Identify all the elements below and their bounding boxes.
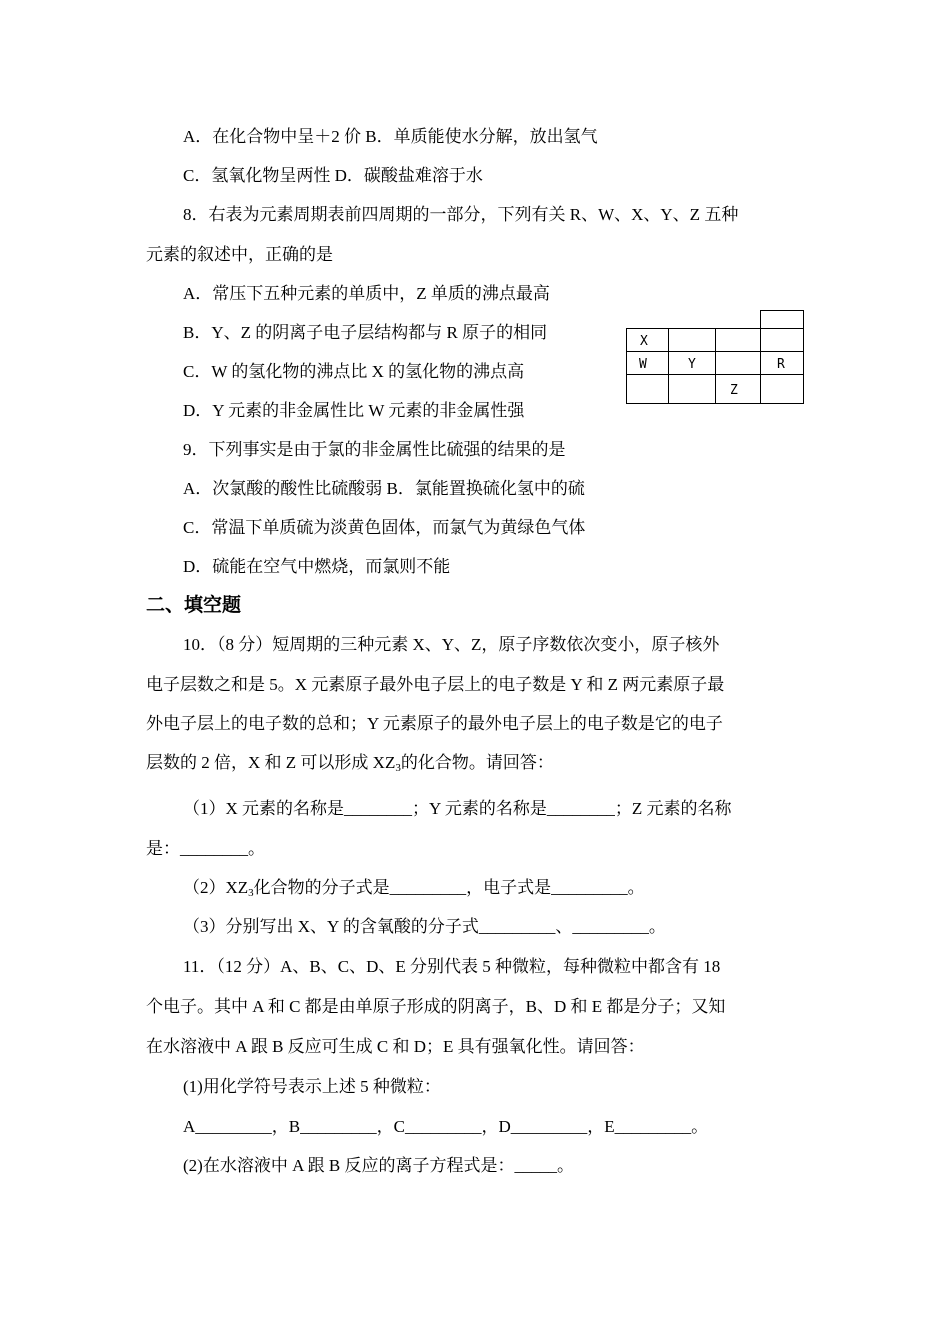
question-11-stem: 11．（12 分）A、B、C、D、E 分别代表 5 种微粒，每种微粒中都含有 18	[183, 957, 721, 976]
subscript: 3	[395, 762, 401, 774]
question-11-part2: (2)在水溶液中 A 跟 B 反应的离子方程式是：_____。	[183, 1156, 574, 1175]
section-heading: 二、填空题	[146, 595, 242, 616]
question-11-line2: 个电子。其中 A 和 C 都是由单原子形成的阴离子，B、D 和 E 都是分子；又知	[146, 997, 726, 1016]
cell-r: R	[777, 357, 785, 372]
question-10-part1: （1）X 元素的名称是________；Y 元素的名称是________；Z 元素的名称	[183, 799, 732, 818]
cell-x: X	[640, 334, 648, 349]
option-7a-7b: A．在化合物中呈＋2 价 B．单质能使水分解，放出氢气	[183, 127, 598, 146]
question-11-part1-blanks: A_________，B_________，C_________，D_________，E_________。	[183, 1117, 709, 1136]
table-cell	[761, 311, 804, 329]
periodic-table-fragment	[626, 310, 804, 404]
question-10-stem: 10．（8 分）短周期的三种元素 X、Y、Z，原子序数依次变小，原子核外	[183, 635, 720, 654]
cell-w: W	[639, 357, 647, 372]
cell-z: Z	[730, 383, 738, 398]
question-10-part2-tail: 化合物的分子式是_________，电子式是_________。	[253, 878, 645, 897]
question-10-line4-text: 层数的 2 倍，X 和 Z 可以形成 XZ	[146, 753, 396, 772]
option-8a: A．常压下五种元素的单质中，Z 单质的沸点最高	[183, 284, 550, 303]
question-8-stem: 8．右表为元素周期表前四周期的一部分，下列有关 R、W、X、Y、Z 五种	[183, 205, 739, 224]
question-10-part3: （3）分别写出 X、Y 的含氧酸的分子式_________、_________。	[183, 917, 666, 936]
option-9d: D．硫能在空气中燃烧，而氯则不能	[183, 557, 451, 576]
question-10-line4-tail: 的化合物。请回答：	[400, 753, 554, 772]
question-10-part2	[183, 877, 645, 899]
option-7c-7d: C．氢氧化物呈两性 D．碳酸盐难溶于水	[183, 166, 483, 185]
subscript: 3	[248, 887, 254, 899]
question-10-part1-cont: 是：________。	[146, 839, 265, 858]
option-9c: C．常温下单质硫为淡黄色固体，而氯气为黄绿色气体	[183, 518, 586, 537]
option-9a-9b: A．次氯酸的酸性比硫酸弱 B．氯能置换硫化氢中的硫	[183, 479, 585, 498]
option-8c: C．W 的氢化物的沸点比 X 的氢化物的沸点高	[183, 362, 525, 381]
question-10-line4	[146, 752, 554, 774]
question-10-part2-text: （2）XZ	[183, 878, 249, 897]
question-11-part1: (1)用化学符号表示上述 5 种微粒：	[183, 1077, 441, 1096]
question-11-line3: 在水溶液中 A 跟 B 反应可生成 C 和 D；E 具有强氧化性。请回答：	[146, 1037, 645, 1056]
question-10-line2: 电子层数之和是 5。X 元素原子最外电子层上的电子数是 Y 和 Z 两元素原子最	[146, 675, 725, 694]
question-10-line3: 外电子层上的电子数的总和；Y 元素原子的最外电子层上的电子数是它的电子	[146, 714, 723, 733]
option-8b: B．Y、Z 的阴离子电子层结构都与 R 原子的相同	[183, 323, 548, 342]
cell-y: Y	[688, 357, 696, 372]
question-9-stem: 9．下列事实是由于氯的非金属性比硫强的结果的是	[183, 440, 566, 459]
option-8d: D．Y 元素的非金属性比 W 元素的非金属性强	[183, 401, 525, 420]
question-8-stem-cont: 元素的叙述中，正确的是	[146, 245, 333, 264]
